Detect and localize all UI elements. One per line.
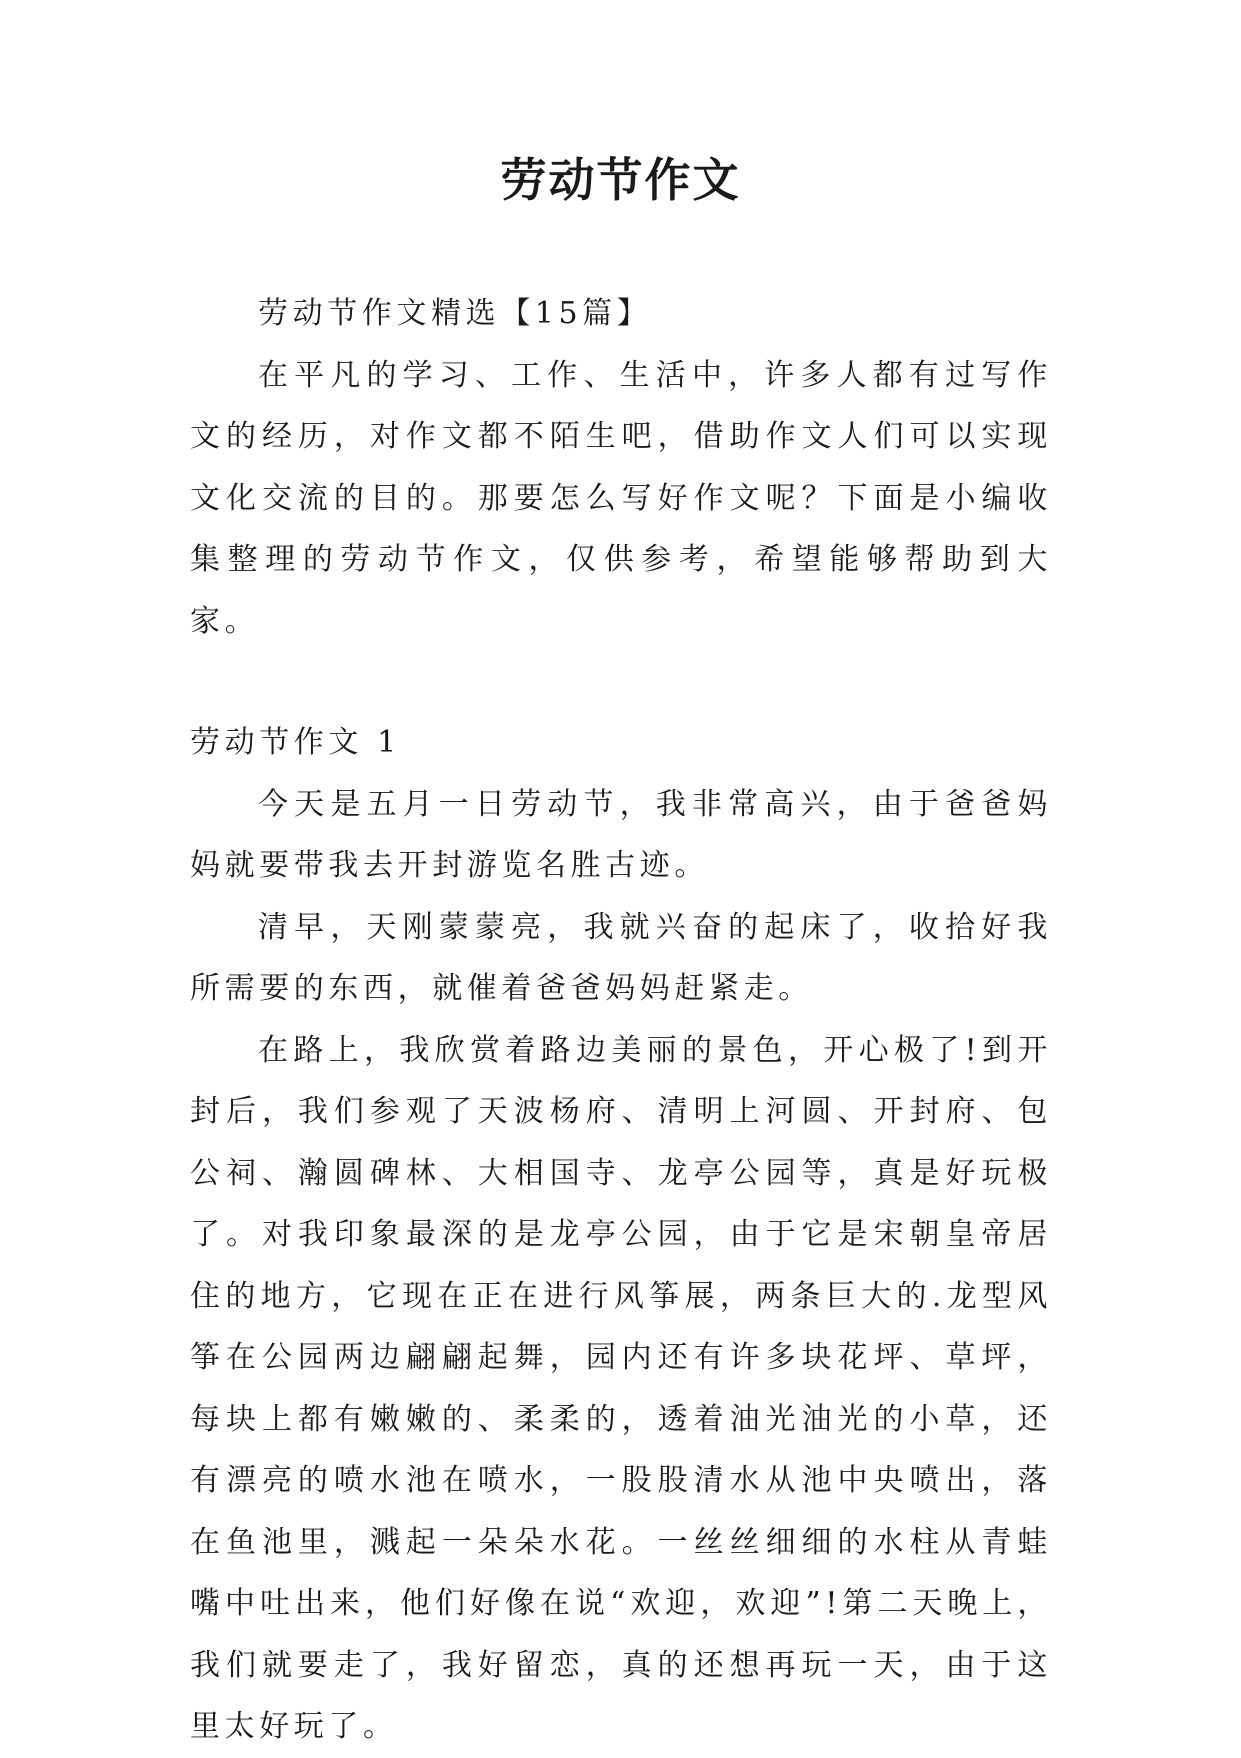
body-paragraph: 清早，天刚蒙蒙亮，我就兴奋的起床了，收拾好我所需要的东西，就催着爸爸妈妈赶紧走。: [190, 909, 1052, 1006]
intro-paragraph: 在平凡的学习、工作、生活中，许多人都有过写作文的经历，对作文都不陌生吧，借助作文人们可以实现文化交流的目的。那要怎么写好作文呢？下面是小编收集整理的劳动节作文，仅供参考，希望能够帮助到大家。: [190, 357, 1052, 639]
paragraph-spacer: [190, 652, 1052, 712]
body-paragraph: 在路上，我欣赏着路边美丽的景色，开心极了!到开封后，我们参观了天波杨府、清明上河圆、开封府、包公祠、瀚圆碑林、大相国寺、龙亭公园等，真是好玩极了。对我印象最深的是龙亭公园，由于它是宋朝皇帝居住的地方，它现在正在进行风筝展，两条巨大的.龙型风筝在公园两边翩翩起舞，园内还有许多块花坪、草坪，每块上都有嫩嫩的、柔柔的，透着油光油光的小草，还有漂亮的喷水池在喷水，一股股清水从池中央喷出，落在鱼池里，溅起一朵朵水花。一丝丝细细的水柱从青蛙嘴中吐出来，他们好像在说“欢迎，欢迎”!第二天晚上，我们就要走了，我好留恋，真的还想再玩一天，由于这里太好玩了。: [190, 1032, 1052, 1744]
section-heading: 劳动节作文 1: [190, 725, 401, 760]
document-body: [190, 283, 1052, 1758]
document-subtitle: 劳动节作文精选【15篇】: [258, 296, 652, 331]
body-paragraph: 今天是五月一日劳动节，我非常高兴，由于爸爸妈妈就要带我去开封游览名胜古迹。: [190, 786, 1052, 883]
document-title: 劳动节作文: [500, 153, 741, 207]
